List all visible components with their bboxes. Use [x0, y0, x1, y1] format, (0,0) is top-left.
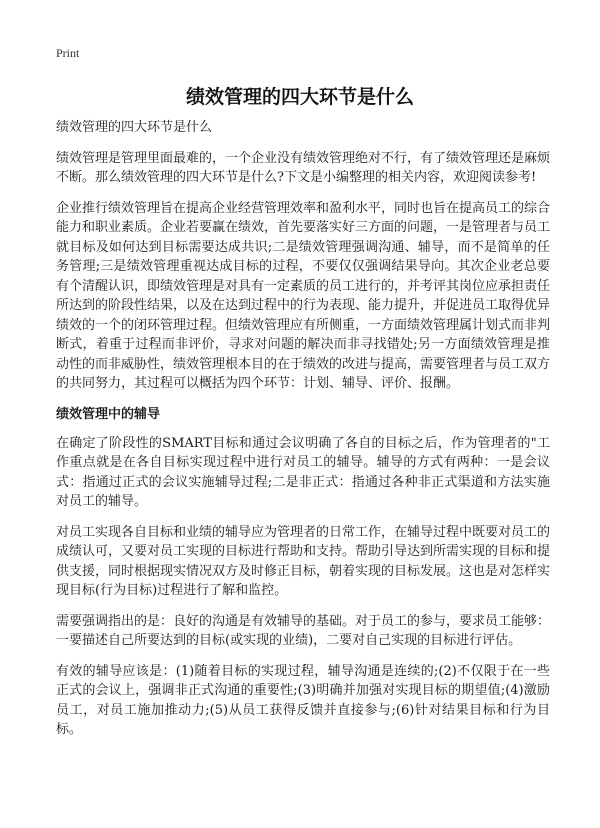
overview-paragraph: 企业推行绩效管理旨在提高企业经营管理效率和盈利水平，同时也旨在提高员工的综合能力和职业素质。企业若要赢在绩效，首先要落实好三方面的问题，一是管理者与员工就目标及如何达到目标需要达成共识;二是绩效管理强调沟通、辅导，而不是简单的任务管理;三是绩效管理重视达成目标的过程，不要仅仅强调结果导向。其次企业老总要有个清醒认识，即绩效管理是对具有一定素质的员工进行的，并考评其岗位应承担责任所达到的阶段性结果，以及在达到过程中的行为表现、能力提升，并促进员工取得优异绩效的一个的闭环管理过程。但绩效管理应有所侧重，一方面绩效管理属计划式而非判断式，着重于过程而非评价，寻求对问题的解决而非寻找错处;另一方面绩效管理是推动性的而非威胁性，绩效管理根本目的在于绩效的改进与提高，需要管理者与员工双方的共同努力，其过程可以概括为四个环节：计划、辅导、评价、报酬。 — [56, 200, 551, 391]
section-paragraph: 对员工实现各自目标和业绩的辅导应为管理者的日常工作，在辅导过程中既要对员工的成绩认可，又要对员工实现的目标进行帮助和支持。帮助引导达到所需实现的目标和提供支援，同时根据现实情况双方及时修正目标，朝着实现的目标发展。这也是对怎样实现目标(行为目标)过程进行了解和监控。 — [56, 524, 551, 598]
intro-paragraph: 绩效管理是管理里面最难的，一个企业没有绩效管理绝对不行，有了绩效管理还是麻烦不断。那么绩效管理的四大环节是什么?下文是小编整理的相关内容，欢迎阅读参考! — [56, 150, 551, 185]
section-paragraph: 有效的辅导应该是：(1)随着目标的实现过程，辅导沟通是连续的;(2)不仅限于在一些正式的会议上，强调非正式沟通的重要性;(3)明确并加强对实现目标的期望值;(4)激励员工，对员工施加推动力;(5)从员工获得反馈并直接参与;(6)针对结果目标和行为目标。 — [56, 663, 550, 737]
print-label: Print — [56, 46, 80, 60]
article-subtitle: 绩效管理的四大环节是什么 — [56, 120, 213, 135]
document-title: 绩效管理的四大环节是什么 — [185, 86, 414, 108]
article-body — [56, 118, 550, 751]
section-heading: 绩效管理中的辅导 — [56, 406, 161, 422]
section-paragraph: 需要强调指出的是：良好的沟通是有效辅导的基础。对于员工的参与，要求员工能够：一要描述自己所要达到的目标(或实现的业绩)，二要对自己实现的目标进行评估。 — [56, 613, 551, 648]
section-paragraph: 在确定了阶段性的SMART目标和通过会议明确了各自的目标之后，作为管理者的"工作重点就是在各自目标实现过程中进行对员工的辅导。辅导的方式有两种：一是会议式：指通过正式的会议实施辅导过程;二是非正式：指通过各种非正式渠道和方法实施对员工的辅导。 — [56, 435, 550, 509]
